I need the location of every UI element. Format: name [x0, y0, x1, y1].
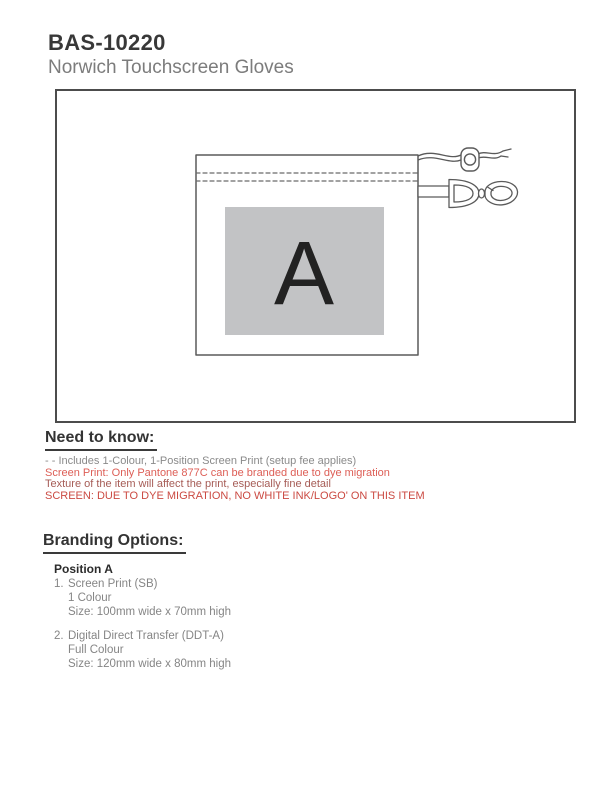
product-image-box: [55, 89, 576, 423]
snap-hook-icon: [418, 180, 518, 208]
need-to-know-line: Screen Print: Only Pantone 877C can be branded due to dye migration: [45, 466, 390, 479]
method-number: 1.: [54, 578, 64, 590]
need-to-know-list: [45, 456, 575, 503]
method-name-label: Screen Print (SB): [68, 578, 158, 590]
method-number: 2.: [54, 630, 64, 642]
need-to-know-line: Texture of the item will affect the print, especially fine detail: [45, 478, 331, 491]
position-a-marker: A: [273, 224, 335, 324]
product-code: BAS-10220: [48, 30, 166, 55]
method-name-label: Digital Direct Transfer (DDT-A): [68, 630, 224, 642]
method-size: Size: 120mm wide x 80mm high: [68, 658, 231, 670]
need-to-know-heading: Need to know:: [45, 429, 157, 451]
need-to-know-line: SCREEN: DUE TO DYE MIGRATION, NO WHITE INK/LOGO' ON THIS ITEM: [45, 490, 425, 503]
branding-options-heading: Branding Options:: [43, 532, 186, 554]
method-colour: 1 Colour: [68, 592, 112, 604]
branding-method-screen-print: [54, 577, 231, 619]
position-a-title: Position A: [54, 562, 113, 576]
branding-method-digital-direct-transfer: [54, 629, 231, 671]
product-name: Norwich Touchscreen Gloves: [48, 57, 294, 78]
method-size: Size: 100mm wide x 70mm high: [68, 606, 231, 618]
need-to-know-line: - - Includes 1-Colour, 1-Position Screen Print (setup fee applies): [45, 455, 357, 467]
cord-toggle-icon: [461, 148, 479, 171]
product-illustration: [57, 91, 574, 421]
method-colour: Full Colour: [68, 644, 124, 656]
